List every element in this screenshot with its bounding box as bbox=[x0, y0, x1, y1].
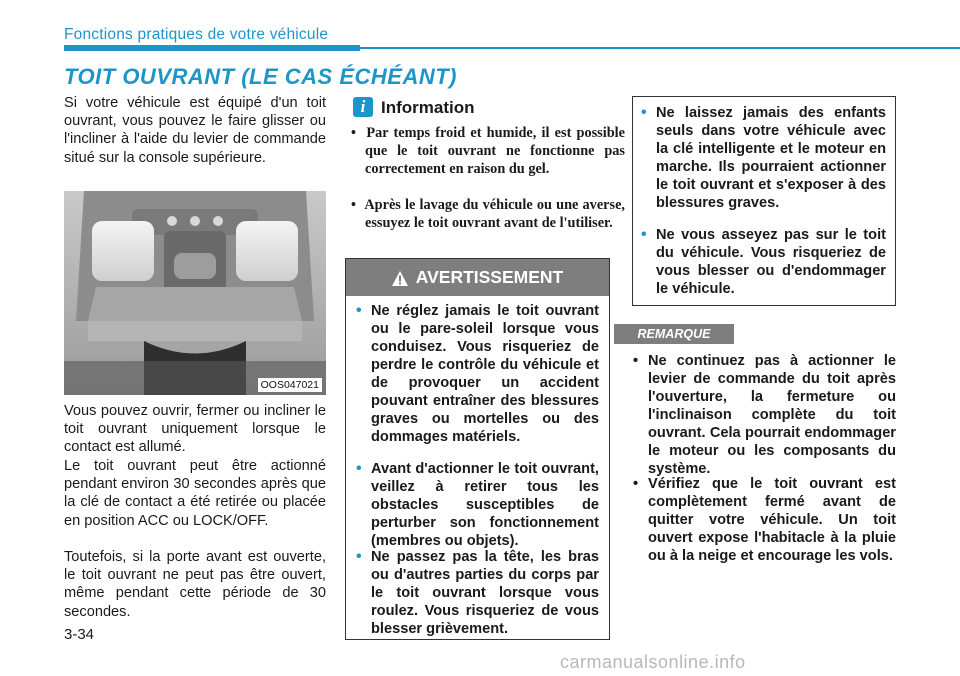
bullet-icon: • bbox=[633, 353, 639, 369]
bullet-icon: • bbox=[356, 548, 362, 565]
remarque-badge: REMARQUE bbox=[614, 324, 734, 344]
warning-item bbox=[356, 302, 599, 446]
warning-continued-text: Ne laissez jamais des enfants seuls dans votre véhicule avec la clé intelligente et le moteur en marche. Ils pourraient actionner le toit ouvrant et s'exposer à des blessures graves. bbox=[656, 105, 886, 211]
warning-item-text: Avant d'actionner le toit ouvrant, veillez à retirer tous les obstacles susceptibles de perturber son fonctionnement (membres ou objets). bbox=[371, 461, 599, 549]
section-header: Fonctions pratiques de votre véhicule bbox=[64, 26, 329, 43]
overhead-console-illustration bbox=[64, 191, 326, 395]
remarque-item-text: Vérifiez que le toit ouvrant est complètement fermé avant de quitter votre véhicule. Un toit ouvert expose l'habitacle à la pluie ou à la neige et encourage les vols. bbox=[648, 476, 896, 564]
information-item: • Après le lavage du véhicule ou une averse, essuyez le toit ouvrant avant de l'utiliser. bbox=[351, 197, 625, 231]
warning-item-text: Ne réglez jamais le toit ouvrant ou le pare-soleil lorsque vous conduisez. Vous risqueriez de perdre le contrôle du véhicule et de provoquer un accident pouvant entraîner des blessures graves ou mortelles ou des dommages matériels. bbox=[371, 303, 599, 445]
warning-continued-item bbox=[641, 226, 886, 298]
information-item: • Par temps froid et humide, il est possible que le toit ouvrant ne fonctionne pas correctement en raison du gel. bbox=[351, 125, 625, 177]
warning-item bbox=[356, 460, 599, 550]
warning-header-text: AVERTISSEMENT bbox=[415, 267, 564, 287]
paragraph-ignition: Vous pouvez ouvrir, fermer ou incliner le toit ouvrant uniquement lorsque le contact est allumé. bbox=[64, 403, 326, 456]
bullet-icon: • bbox=[633, 476, 639, 492]
paragraph-front-door: Toutefois, si la porte avant est ouverte, le toit ouvrant ne peut pas être ouvert, même pendant cette période de 30 secondes. bbox=[64, 549, 326, 620]
intro-paragraph: Si votre véhicule est équipé d'un toit ouvrant, vous pouvez le faire glisser ou l'incliner à l'aide du levier de commande situé sur la console supérieure. bbox=[64, 95, 326, 166]
bullet-icon: • bbox=[641, 104, 647, 121]
warning-continued-item bbox=[641, 104, 886, 212]
header-rule-thin bbox=[360, 47, 960, 49]
page-number: 3-34 bbox=[64, 626, 95, 643]
information-title: Information bbox=[381, 98, 475, 117]
info-icon: i bbox=[353, 97, 373, 117]
information-item-text: Après le lavage du véhicule ou une averse, essuyez le toit ouvrant avant de l'utiliser. bbox=[364, 197, 625, 231]
remarque-item bbox=[633, 475, 896, 565]
warning-continued-text: Ne vous asseyez pas sur le toit du véhicule. Vous risqueriez de vous blesser ou d'endommager le véhicule. bbox=[656, 227, 886, 297]
watermark: carmanualsonline.info bbox=[560, 652, 746, 672]
bullet-icon: • bbox=[641, 226, 647, 243]
remarque-item bbox=[633, 352, 896, 478]
paragraph-30-seconds: Le toit ouvrant peut être actionné pendant environ 30 secondes après que la clé de contact a été retirée ou placée en position ACC ou LOCK/OFF. bbox=[64, 458, 326, 529]
warning-item-text: Ne passez pas la tête, les bras ou d'autres parties du corps par le toit ouvrant lorsque vous roulez. Vous risqueriez de vous blesser grièvement. bbox=[371, 549, 599, 637]
header-rule-thick bbox=[64, 45, 360, 51]
bullet-icon: • bbox=[356, 460, 362, 477]
warning-item bbox=[356, 548, 599, 638]
warning-header bbox=[346, 259, 609, 296]
photo-caption: OOS047021 bbox=[258, 378, 322, 392]
bullet-icon: • bbox=[356, 302, 362, 319]
warning-triangle-icon bbox=[392, 271, 408, 286]
information-item-text: Par temps froid et humide, il est possible que le toit ouvrant ne fonctionne pas correctement en raison du gel. bbox=[365, 125, 625, 177]
sunroof-console-photo bbox=[64, 191, 326, 395]
remarque-item-text: Ne continuez pas à actionner le levier de commande du toit après l'ouverture, la fermeture ou l'inclinaison complète du toit ouvrant. Cela pourrait endommager le moteur ou les composants du système. bbox=[648, 353, 896, 477]
page-title: TOIT OUVRANT (LE CAS ÉCHÉANT) bbox=[64, 64, 457, 89]
